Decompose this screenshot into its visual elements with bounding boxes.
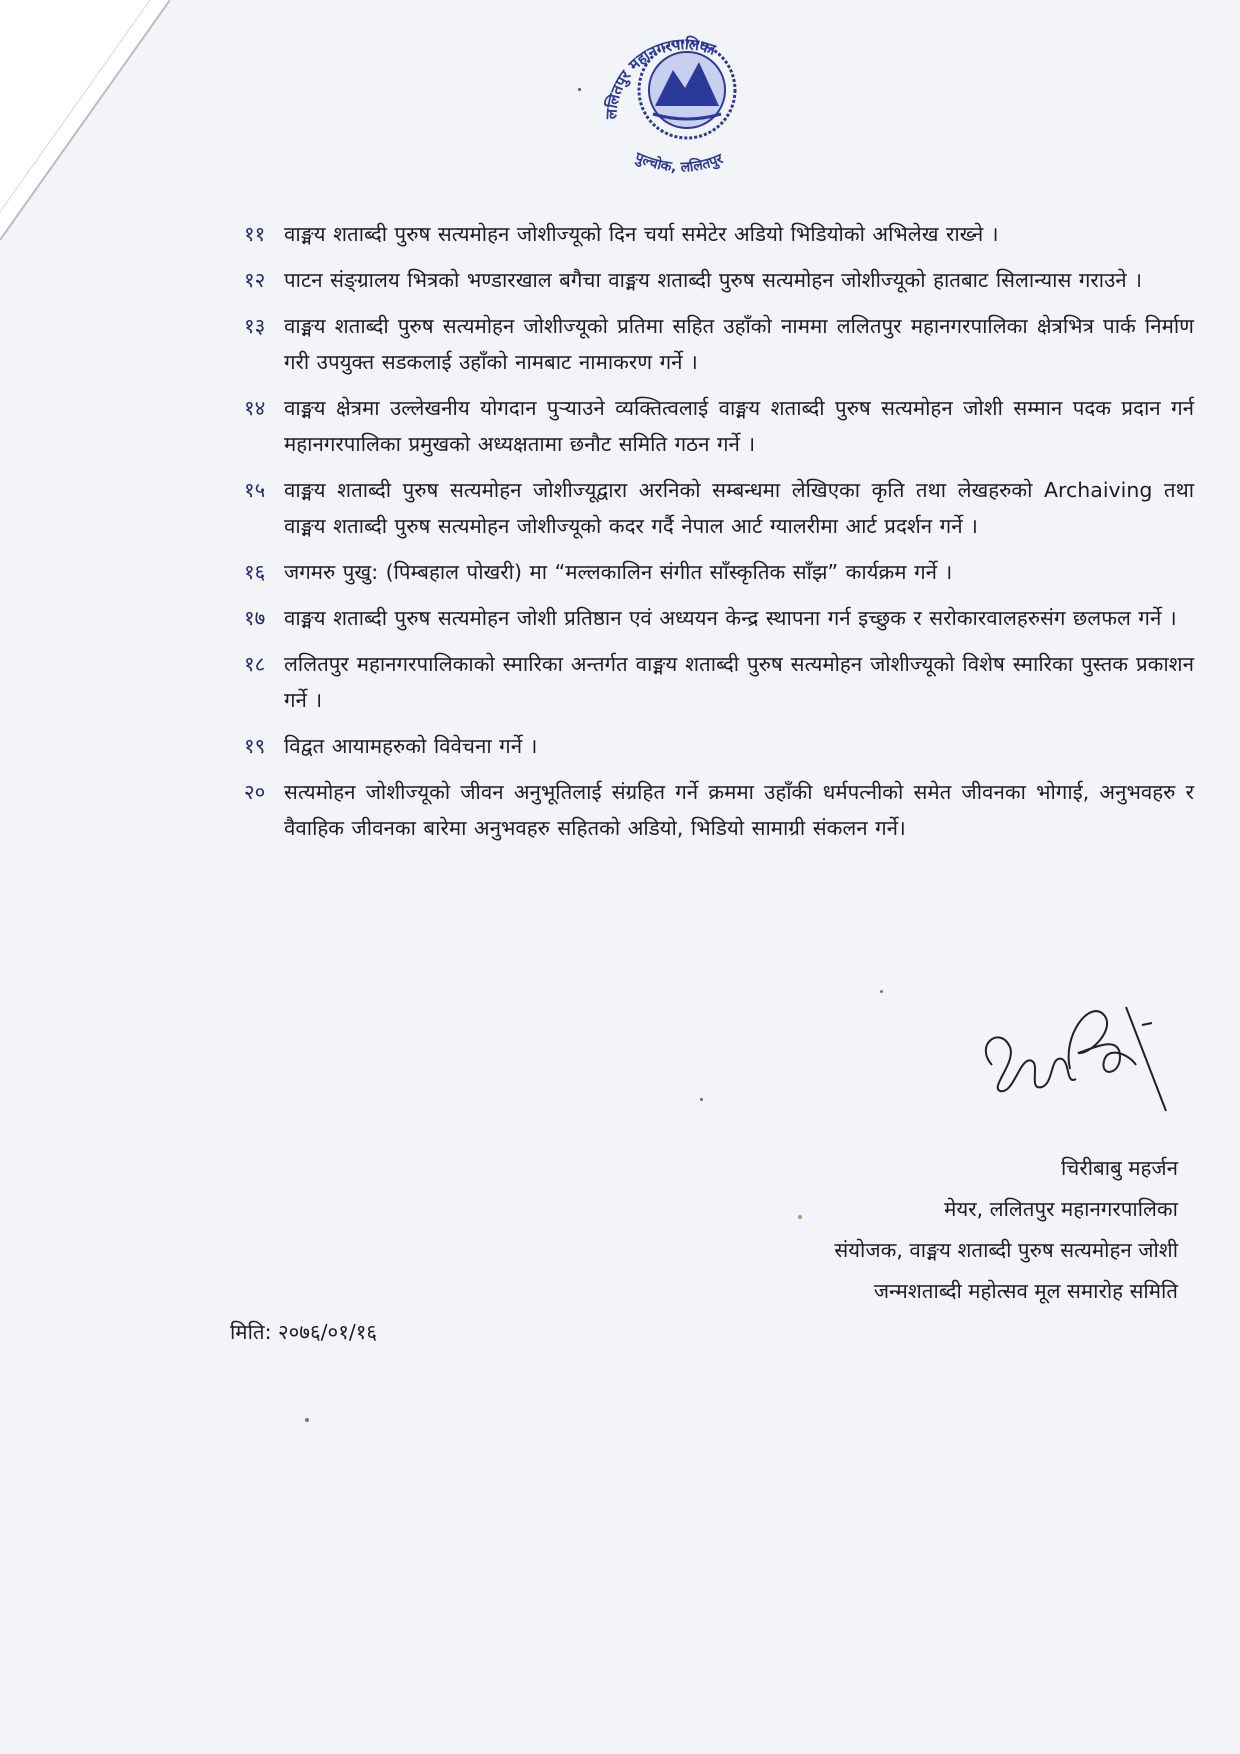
paper-speck: [578, 88, 581, 91]
item-text: वाङ्मय शताब्दी पुरुष सत्यमोहन जोशीज्यूद्वारा अरनिको सम्बन्धमा लेखिएका कृति तथा लेखहरुको Archaiving तथा वाङ्मय शताब्दी पुरुष सत्यमोहन जोशीज्यूको कदर गर्दै नेपाल आर्ट ग्यालरीमा आर्ट प्रदर्शन गर्ने ।: [284, 478, 1194, 538]
list-item: [244, 728, 1194, 764]
list-item: [244, 216, 1194, 252]
signatory-title-2: संयोजक, वाङ्मय शताब्दी पुरुष सत्यमोहन जोशी: [834, 1238, 1178, 1262]
list-item: [244, 646, 1194, 718]
list-item: [244, 472, 1194, 544]
list-item: [244, 308, 1194, 380]
item-number: २०: [244, 780, 266, 804]
item-number: १२: [244, 268, 266, 292]
paper-speck: [305, 1418, 309, 1422]
signatory-title-3: जन्मशताब्दी महोत्सव मूल समारोह समिति: [873, 1279, 1178, 1303]
folded-corner: [0, 0, 170, 240]
item-text: सत्यमोहन जोशीज्यूको जीवन अनुभूतिलाई संग्रहित गर्ने क्रममा उहाँकी धर्मपत्नीको समेत जीवनका भोगाई, अनुभवहरु र वैवाहिक जीवनका बारेमा अनुभवहरु सहितको अडियो, भिडियो सामाग्री संकलन गर्ने।: [284, 780, 1194, 840]
document-date: मिति: २०७६/०१/१६: [230, 1320, 378, 1344]
item-number: १९: [244, 734, 266, 758]
paper-speck: [700, 1098, 703, 1101]
signatory-name: चिरीबाबु महर्जन: [1061, 1156, 1178, 1180]
signatory-title-1: मेयर, ललितपुर महानगरपालिका: [944, 1197, 1178, 1221]
seal-arc-bottom: पुल्चोक, ललितपुर: [632, 149, 726, 176]
item-text: वाङ्मय शताब्दी पुरुष सत्यमोहन जोशी प्रतिष्ठान एवं अध्ययन केन्द्र स्थापना गर्न इच्छुक र सरोकारवालहरुसंग छलफल गर्ने ।: [284, 606, 1177, 630]
paper-speck: [798, 1215, 802, 1219]
list-item: [244, 390, 1194, 462]
item-number: १८: [244, 652, 266, 676]
handwritten-signature: [970, 995, 1170, 1115]
item-number: १७: [244, 606, 266, 630]
item-text: वाङ्मय क्षेत्रमा उल्लेखनीय योगदान पुऱ्याउने व्यक्तित्वलाई वाङ्मय शताब्दी पुरुष सत्यमोहन जोशी सम्मान पदक प्रदान गर्न महानगरपालिका प्रमुखको अध्यक्षतामा छनौट समिति गठन गर्ने ।: [284, 396, 1194, 456]
list-item: [244, 600, 1194, 636]
seal-arc-top: ललितपुर महानगरपालिका: [602, 34, 718, 120]
item-text: वाङ्मय शताब्दी पुरुष सत्यमोहन जोशीज्यूको दिन चर्या समेटेर अडियो भिडियोको अभिलेख राख्ने ।: [284, 222, 999, 246]
item-text: पाटन संङ्ग्रालय भित्रको भण्डारखाल बगैचा वाङ्मय शताब्दी पुरुष सत्यमोहन जोशीज्यूको हातबाट सिलान्यास गराउने ।: [284, 268, 1142, 292]
list-item: [244, 554, 1194, 590]
paper-speck: [880, 990, 883, 993]
municipality-seal: [595, 28, 775, 198]
item-number: ११: [244, 222, 266, 246]
action-item-list: [244, 216, 1194, 856]
item-number: १६: [244, 560, 266, 584]
list-item: [244, 262, 1194, 298]
item-text: ललितपुर महानगरपालिकाको स्मारिका अन्तर्गत वाङ्मय शताब्दी पुरुष सत्यमोहन जोशीज्यूको विशेष स्मारिका पुस्तक प्रकाशन गर्ने ।: [284, 652, 1194, 712]
item-number: १३: [244, 314, 266, 338]
signature-block: [578, 1148, 1178, 1312]
svg-text:पुल्चोक, ललितपुर: [631, 149, 726, 176]
item-text: वाङ्मय शताब्दी पुरुष सत्यमोहन जोशीज्यूको प्रतिमा सहित उहाँको नाममा ललितपुर महानगरपालिका क्षेत्रभित्र पार्क निर्माण गरी उपयुक्त सडकलाई उहाँको नामबाट नामाकरण गर्ने ।: [284, 314, 1194, 374]
item-number: १४: [244, 396, 266, 420]
item-text: जगमरु पुखु: (पिम्बहाल पोखरी) मा “मल्लकालिन संगीत साँस्कृतिक साँझ” कार्यक्रम गर्ने ।: [284, 560, 953, 584]
list-item: [244, 774, 1194, 846]
item-number: १५: [244, 478, 266, 502]
item-text: विद्वत आयामहरुको विवेचना गर्ने ।: [284, 734, 538, 758]
